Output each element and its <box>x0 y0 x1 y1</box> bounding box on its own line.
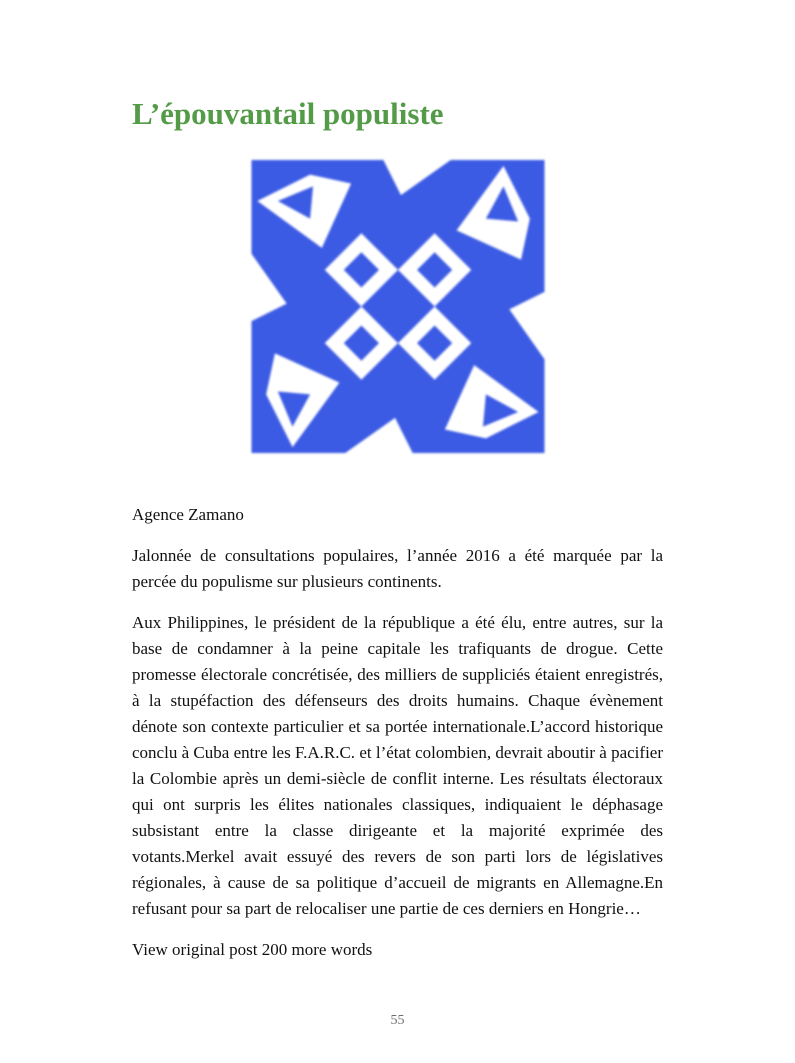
byline: Agence Zamano <box>132 505 244 524</box>
page-number: 55 <box>390 1013 405 1028</box>
view-original-post-line: View original post 200 more words <box>132 940 373 959</box>
featured-image-figure <box>132 160 663 458</box>
kaleidoscope-image <box>250 160 546 453</box>
post-title: L’épouvantail populiste <box>132 96 444 131</box>
paragraph-main: Aux Philippines, le président de la république a été élu, entre autres, sur la base de condamner à la peine capitale les trafiquants de drogue. Cette promesse électorale concrétisée, des milliers de suppliciés étaient enregistrés, à la stupéfaction des défenseurs des droits humains. Chaque évènement dénote son contexte particulier et sa portée internationale.L’accord historique conclu à Cuba entre les F.A.R.C. et l’état colombien, devrait aboutir à pacifier la Colombie après un demi-siècle de conflit interne. Les résultats électoraux qui ont surpris les élites nationales classiques, indiquaient le déphasage subsistant entre la classe dirigeante et la majorité exprimée des votants.Merkel avait essuyé des revers de son parti lors de législatives régionales, à cause de sa politique d’accueil de migrants en Allemagne.En refusant pour sa part de relocaliser une partie de ces derniers en Hongrie… <box>132 613 663 918</box>
paragraph-intro: Jalonnée de consultations populaires, l’année 2016 a été marquée par la percée du populisme sur plusieurs continents. <box>132 546 663 591</box>
